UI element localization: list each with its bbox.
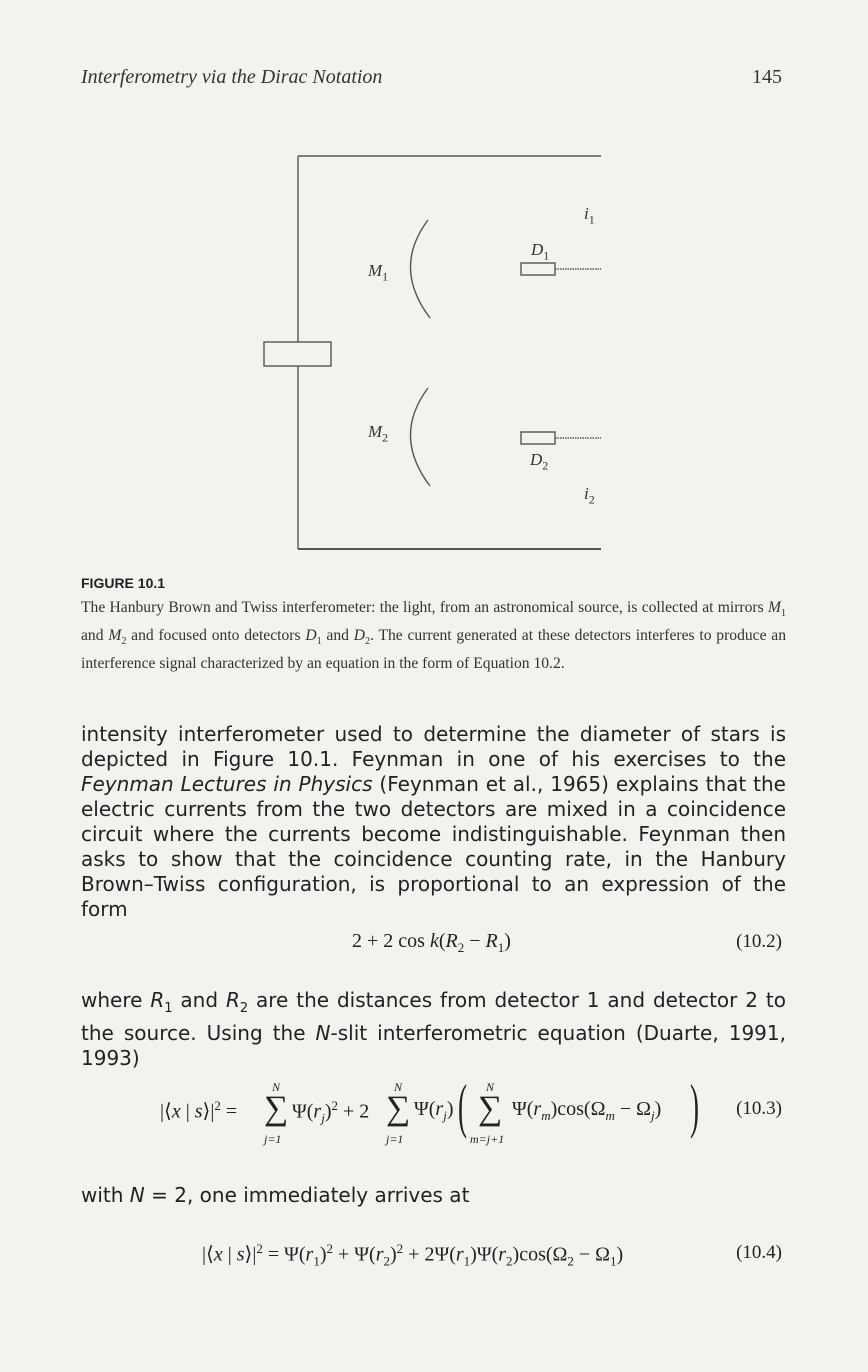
body-paragraph-2: where $R_1$ and $R_2$ are the distances from detector 1 and detector 2 to the source. Using the N-slit interferometric equation (Duarte, 1991, 1993)	[81, 988, 786, 1070]
big-left-paren: (	[458, 1073, 467, 1139]
sum2-lower-limit: j=1	[386, 1132, 404, 1146]
sum2-upper-limit: N	[394, 1080, 403, 1094]
equation-10-3	[160, 1068, 720, 1152]
detector-d2	[521, 432, 555, 444]
figure-caption-label: FIGURE 10.1	[81, 575, 166, 591]
sum2-symbol: ∑	[386, 1090, 411, 1127]
label-i1: $i_1$	[584, 204, 595, 227]
page-number: 145	[752, 66, 782, 88]
equation-number-10-2: (10.2)	[736, 931, 782, 952]
body-paragraph-3: with N = 2, one immediately arrives at	[81, 1183, 470, 1207]
label-m1: $M_1$	[368, 261, 389, 284]
sum1-upper-limit: N	[272, 1080, 281, 1094]
running-title: Interferometry via the Dirac Notation	[81, 66, 383, 88]
mirror-m1	[410, 220, 430, 318]
label-d2: $D_2$	[530, 450, 549, 473]
figure-10-1	[0, 0, 868, 560]
sum3-symbol: ∑	[478, 1090, 503, 1127]
eq-10-3-term3: $\Psi(r_m)\cos(\Omega_m - \Omega_j)$	[512, 1098, 662, 1123]
big-right-paren: )	[690, 1073, 699, 1139]
label-i2: $i_2$	[584, 484, 595, 507]
label-m2: $M_2$	[368, 422, 389, 445]
sum1-lower-limit: j=1	[264, 1132, 282, 1146]
source-box	[264, 342, 331, 366]
label-d1: $D_1$	[531, 240, 550, 263]
interferometer-diagram	[0, 0, 868, 560]
sum1-symbol: ∑	[264, 1090, 289, 1127]
mirror-m2	[410, 388, 430, 486]
equation-10-4: |⟨x | $s⟩|^2 = \Psi(r_1)^2 + \Psi(r_2)^2 + 2\Psi(r_1)\Psi(r_2)\cos(\Omega_2 - \Omega_1)$	[202, 1241, 624, 1269]
equation-number-10-4: (10.4)	[736, 1242, 782, 1263]
sum3-lower-limit: m=j+1	[470, 1132, 505, 1146]
sum3-upper-limit: N	[486, 1080, 495, 1094]
eq-10-3-term1: $\Psi(r_j)^2 + 2$	[292, 1098, 370, 1126]
eq-10-3-term2: $\Psi(r_j)$	[414, 1098, 454, 1123]
equation-10-2: 2 + 2 $\cos k(R_2 - R_1)$	[352, 930, 511, 955]
body-paragraph-1: intensity interferometer used to determine the diameter of stars is depicted in Figure 10.1. Feynman in one of his exercises to the Feynman Lectures in Physics (Feynman et al., 1965) explains that the electric currents from the two detectors are mixed in a coincidence circuit where the currents become indistinguishable. Feynman then asks to show that the coincidence counting rate, in the Hanbury Brown–Twiss configuration, is proportional to an expression of the form	[81, 722, 786, 921]
detector-d1	[521, 263, 555, 275]
eq-10-3-lhs: |⟨x | $s⟩|^2$ =	[160, 1098, 238, 1123]
equation-number-10-3: (10.3)	[736, 1098, 782, 1119]
figure-caption: The Hanbury Brown and Twiss interferometer: the light, from an astronomical source, is collected at mirrors $M_1$ and $M_2$ and focused onto detectors $D_1$ and $D_2$. The current generated at these detectors interferes to produce an interference signal characterized by an equation in the form of Equation 10.2.	[81, 599, 787, 673]
